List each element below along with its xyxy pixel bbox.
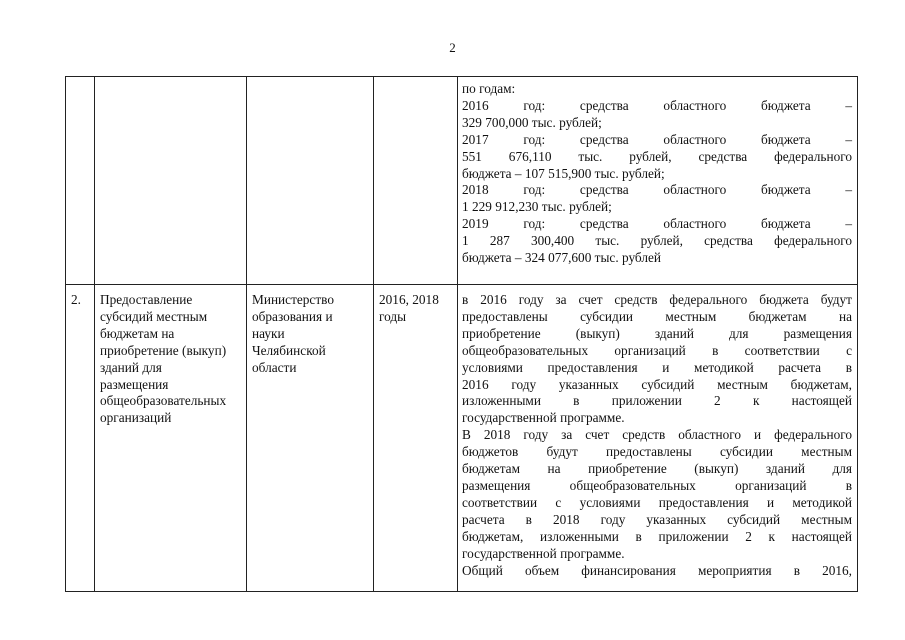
executor-line: образования и xyxy=(252,308,333,324)
description-line: государственной программе. xyxy=(462,545,625,561)
description-line: расчета в 2018 году указанных субсидий местным xyxy=(462,511,852,527)
description-line: бюджета – 107 515,900 тыс. рублей; xyxy=(462,165,665,181)
description-line: 551 676,110 тыс. рублей, средства федерального xyxy=(462,148,852,164)
term-cell xyxy=(374,285,458,592)
description-line: бюджетов будут предоставлены субсидии местным xyxy=(462,444,852,460)
description-line: соответствии с условиями предоставления и методикой xyxy=(462,494,852,510)
description-line: 2017 год: средства областного бюджета – xyxy=(462,131,852,147)
activity-line: зданий для xyxy=(100,359,162,375)
description-line: 2016 году указанных субсидий местным бюджетам, xyxy=(462,376,852,392)
description-line: 1 229 912,230 тыс. рублей; xyxy=(462,199,612,215)
description-line: Общий объем финансирования мероприятия в 2016, xyxy=(462,562,852,578)
number-cell xyxy=(66,77,95,285)
description-line: приобретение (выкуп) зданий для размещения xyxy=(462,325,852,341)
activity-line: размещения xyxy=(100,376,169,392)
term-line: годы xyxy=(379,308,407,324)
description-line: В 2018 году за счет средств областного и федерального xyxy=(462,427,852,443)
executor-line: науки xyxy=(252,325,285,341)
description-line: 2018 год: средства областного бюджета – xyxy=(462,182,852,198)
activity-line: субсидий местным xyxy=(100,308,208,324)
description-line: в 2016 году за счет средств федерального бюджета будут xyxy=(462,292,852,307)
activity-line: бюджетам на xyxy=(100,325,175,341)
term-line: 2016, 2018 xyxy=(379,292,439,307)
description-line: государственной программе. xyxy=(462,410,625,426)
program-table xyxy=(65,76,858,592)
activity-line: приобретение (выкуп) xyxy=(100,342,227,358)
description-line: бюджетам, изложенными в приложении 2 к настоящей xyxy=(462,528,852,544)
executor-line: области xyxy=(252,359,297,375)
description-line: размещения общеобразовательных организаций в xyxy=(462,477,852,493)
description-line: 2016 год: средства областного бюджета – xyxy=(462,97,852,113)
term-cell xyxy=(374,77,458,285)
activity-line: Предоставление xyxy=(100,292,193,307)
row-number: 2. xyxy=(71,292,81,307)
description-line: бюджетам на приобретение (выкуп) зданий для xyxy=(462,461,852,477)
activity-cell xyxy=(95,285,247,592)
table-row xyxy=(66,285,858,592)
description-line: изложенными в приложении 2 к настоящей xyxy=(462,393,852,409)
page-number: 2 xyxy=(449,40,456,55)
number-cell xyxy=(66,285,95,592)
description-line: бюджета – 324 077,600 тыс. рублей xyxy=(462,250,662,266)
activity-cell xyxy=(95,77,247,285)
table-row xyxy=(66,77,858,285)
executor-cell xyxy=(247,285,374,592)
executor-line: Челябинской xyxy=(252,342,326,358)
executor-line: Министерство xyxy=(252,292,334,307)
description-line: 1 287 300,400 тыс. рублей, средства федерального xyxy=(462,233,852,249)
activity-line: общеобразовательных xyxy=(100,393,227,409)
description-line: 2019 год: средства областного бюджета – xyxy=(462,216,852,232)
description-line: 329 700,000 тыс. рублей; xyxy=(462,114,602,130)
description-cell xyxy=(458,285,858,592)
description-line: по годам: xyxy=(462,81,516,96)
description-line: предоставлены субсидии местным бюджетам на xyxy=(462,308,852,324)
activity-line: организаций xyxy=(100,410,172,426)
description-line: условиями предоставления и методикой расчета в xyxy=(462,359,852,375)
description-line: общеобразовательных организаций в соответствии с xyxy=(462,342,852,358)
executor-cell xyxy=(247,77,374,285)
description-cell xyxy=(458,77,858,285)
